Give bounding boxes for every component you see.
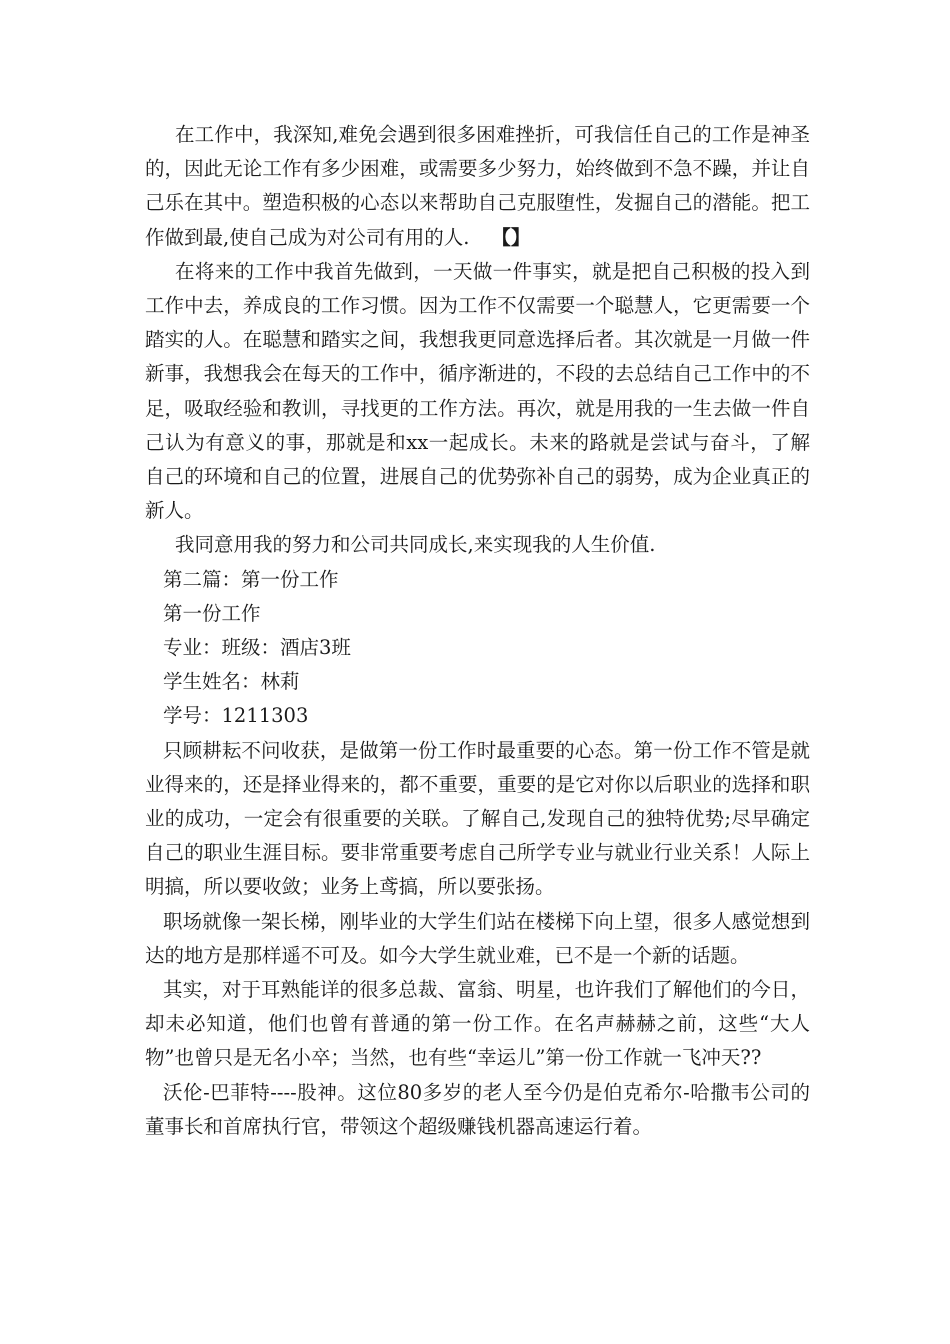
- paragraph-work-attitude: [145, 118, 810, 255]
- paragraph-work-attitude-text: 在工作中，我深知,难免会遇到很多困难挫折，可我信任自己的工作是神圣的，因此无论工作有多少困难，或需要多少努力，始终做到不急不躁，并让自己乐在其中。塑造积极的心态以来帮助自己克服堕性，发掘自己的潜能。把工作做到最,使自己成为对公司有用的人.: [145, 123, 810, 249]
- section-title: 第一份工作: [163, 601, 261, 625]
- student-name-line: 学生姓名：林莉: [163, 670, 300, 694]
- paragraph-career-ladder: 职场就像一架长梯，刚毕业的大学生们站在楼梯下向上望，很多人感觉想到达的地方是那样遥不可及。如今大学生就业难，已不是一个新的话题。: [145, 909, 810, 967]
- bracket-mark: 【】: [491, 225, 531, 249]
- paragraph-first-job-mindset: 只顾耕耘不问收获，是做第一份工作时最重要的心态。第一份工作不管是就业得来的，还是择业得来的，都不重要，重要的是它对你以后职业的选择和职业的成功，一定会有很重要的关联。了解自己,发现自己的独特优势;尽早确定自己的职业生涯目标。要非常重要考虑自己所学专业与就业行业关系！人际上明搞，所以要收敛；业务上鸢搞，所以要张扬。: [145, 738, 810, 899]
- document-body: [145, 118, 810, 1144]
- section-heading: 第二篇：第一份工作: [163, 567, 339, 591]
- paragraph-future-work: 在将来的工作中我首先做到，一天做一件事实，就是把自己积极的投入到工作中去，养成良的工作习惯。因为工作不仅需要一个聪慧人，它更需要一个踏实的人。在聪慧和踏实之间，我想我更同意选择后者。其次就是一月做一件新事，我想我会在每天的工作中，循序渐进的，不段的去总结自己工作中的不足，吸取经验和教训，寻找更的工作方法。再次，就是用我的一生去做一件自己认为有意义的事，那就是和xx一起成长。未来的路就是尝试与奋斗，了解自己的环境和自己的位置，进展自己的优势弥补自己的弱势，成为企业真正的新人。: [145, 259, 810, 523]
- student-id-line: 学号：1211303: [163, 704, 309, 728]
- major-class-line: 专业：班级：酒店3班: [163, 636, 351, 660]
- paragraph-buffett: 沃伦-巴菲特----股神。这位80多岁的老人至今仍是伯克希尔-哈撒韦公司的董事长和首席执行官，带领这个超级赚钱机器高速运行着。: [145, 1080, 810, 1138]
- paragraph-famous-people: 其实，对于耳熟能详的很多总裁、富翁、明星，也许我们了解他们的今日，却未必知道，他们也曾有普通的第一份工作。在名声赫赫之前，这些“大人物”也曾只是无名小卒；当然，也有些“幸运儿”第一份工作就一飞冲天??: [145, 978, 810, 1070]
- paragraph-growth: 我同意用我的努力和公司共同成长,来实现我的人生价值.: [175, 533, 656, 557]
